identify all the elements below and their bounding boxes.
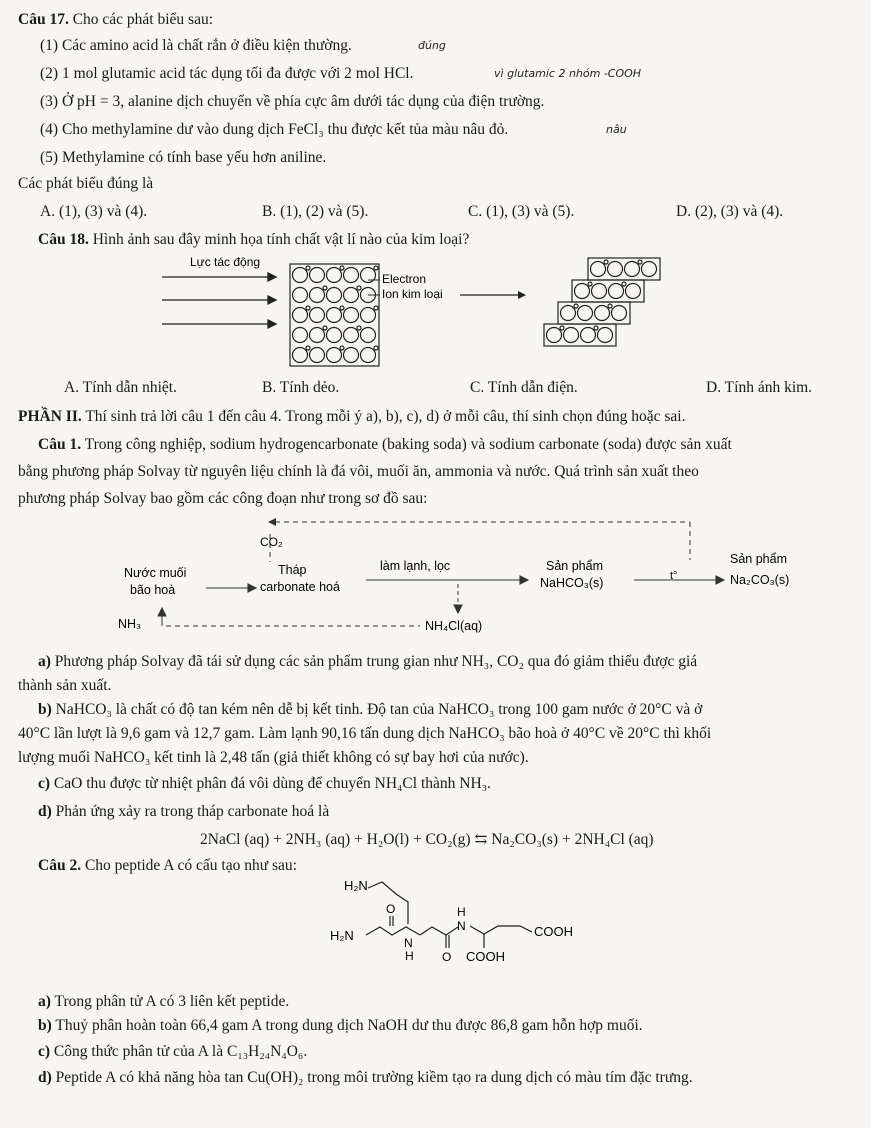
metal-ion-circle xyxy=(575,284,590,299)
q18-title: Câu 18. xyxy=(38,231,89,248)
nitrogen-1: N xyxy=(404,936,413,950)
nh3-label: NH₃ xyxy=(118,617,142,631)
q17-heading xyxy=(18,10,213,29)
metal-ion-circle xyxy=(293,288,308,303)
brine-to-tower-arrow xyxy=(206,584,256,592)
electron-dot xyxy=(340,346,344,350)
c1-d-label: d) xyxy=(38,803,52,820)
q17-prompt: Cho các phát biểu sau: xyxy=(72,11,214,28)
oxygen-bottom: O xyxy=(442,950,452,964)
q17-statement-5: (5) Methylamine có tính base yếu hơn aniline. xyxy=(40,149,327,166)
metal-ion-circle xyxy=(625,262,640,277)
c2-title: Câu 2. xyxy=(38,857,82,874)
electron-dot xyxy=(560,326,564,330)
electron-dot xyxy=(323,326,327,330)
c1-b-label: b) xyxy=(38,701,52,718)
metal-ion-circle xyxy=(361,328,376,343)
metal-ion-circle xyxy=(626,284,641,299)
q17-option-c[interactable]: C. (1), (3) và (5). xyxy=(468,203,575,220)
tower-to-nahco3-arrow xyxy=(366,576,528,584)
metal-lattice-after xyxy=(544,258,660,346)
electron-dot xyxy=(357,326,361,330)
q17-option-a[interactable]: A. (1), (3) và (4). xyxy=(40,203,148,220)
brine-label-2: bão hoà xyxy=(130,583,176,597)
metal-ion-circle xyxy=(344,288,359,303)
cooh-bottom: COOH xyxy=(466,949,505,964)
q18-prompt: Hình ảnh sau đây minh họa tính chất vật lí nào của kim loại? xyxy=(92,231,470,248)
c2-a-text: Trong phân tử A có 3 liên kết peptide. xyxy=(54,993,290,1010)
q17-option-b[interactable]: B. (1), (2) và (5). xyxy=(262,203,369,220)
electron-dot xyxy=(374,346,378,350)
product1-label-1: Sản phẩm xyxy=(546,559,603,573)
metal-ion-circle xyxy=(310,328,325,343)
brine-label-1: Nước muối xyxy=(124,566,187,580)
electron-dot xyxy=(306,266,310,270)
c1-c-text: CaO thu được từ nhiệt phân đá vôi dùng để chuyển NH₄Cl thành NH₃. xyxy=(53,775,491,792)
product2-label-2: Na₂CO₃(s) xyxy=(730,573,790,587)
c1-item-d[interactable] xyxy=(38,802,329,821)
metal-ion-circle xyxy=(327,308,342,323)
electron-dot xyxy=(340,266,344,270)
metal-ion-circle xyxy=(564,328,579,343)
metal-ion-circle xyxy=(595,306,610,321)
product2-label-1: Sản phẩm xyxy=(730,552,787,566)
cooh-right: COOH xyxy=(534,924,573,939)
q17-handnote-1: đúng xyxy=(418,39,446,52)
electron-dot xyxy=(306,306,310,310)
electron-dot xyxy=(588,282,592,286)
metal-ion-circle xyxy=(327,288,342,303)
c2-c-text: Công thức phân tử của A là C₁₃H₂₄N₄O₆. xyxy=(53,1043,308,1060)
hydrogen-2: H xyxy=(457,905,466,919)
metal-ion-circle xyxy=(591,262,606,277)
q17-statement-1: (1) Các amino acid là chất rắn ở điều kiện thường. xyxy=(40,37,352,54)
tower-label-2: carbonate hoá xyxy=(260,580,340,594)
c2-item-c[interactable] xyxy=(38,1042,307,1061)
q17-option-d[interactable]: D. (2), (3) và (4). xyxy=(676,203,784,220)
co2-arrowhead xyxy=(268,518,276,526)
electron-dot xyxy=(340,306,344,310)
electron-dot xyxy=(323,286,327,290)
c2-c-label: c) xyxy=(38,1043,51,1060)
metal-ion-circle xyxy=(310,308,325,323)
q17-statement-4: (4) Cho methylamine dư vào dung dịch FeCl₃ thu được kết tủa màu nâu đỏ. xyxy=(40,121,509,138)
electron-dot xyxy=(604,260,608,264)
electron-dot xyxy=(594,326,598,330)
part2-heading xyxy=(18,407,685,426)
force-label: Lực tác động xyxy=(190,255,261,269)
electron-dot xyxy=(622,282,626,286)
metal-ion-circle xyxy=(642,262,657,277)
c1-text-1: Trong công nghiệp, sodium hydrogencarbonate (baking soda) và sodium carbonate (soda) được sản xuất xyxy=(84,436,732,453)
h2n-top: H₂N xyxy=(344,878,368,893)
c1-equation: 2NaCl (aq) + 2NH₃ (aq) + H₂O(l) + CO₂(g) ⇆ Na₂CO₃(s) + 2NH₄Cl (aq) xyxy=(200,831,654,848)
metal-ion-circle xyxy=(598,328,613,343)
q18-option-d[interactable]: D. Tính ánh kim. xyxy=(706,379,813,396)
c1-item-c[interactable] xyxy=(38,774,491,793)
metal-ion-circle xyxy=(361,348,376,363)
metal-ion-circle xyxy=(310,268,325,283)
metal-ion-circle xyxy=(361,308,376,323)
c2-item-b[interactable] xyxy=(38,1016,643,1035)
c1-b-text-1: NaHCO₃ là chất có độ tan kém nên dễ bị kết tinh. Độ tan của NaHCO₃ trong 100 gam nước ở 20°C và ở xyxy=(55,701,703,718)
metal-ion-circle xyxy=(327,268,342,283)
c2-d-label: d) xyxy=(38,1069,52,1086)
c1-a-text-1: Phương pháp Solvay đã tái sử dụng các sản phẩm trung gian như NH₃, CO₂ qua đó giảm thiểu được giá xyxy=(54,653,698,670)
co2-recycle-line xyxy=(270,522,690,562)
metal-ion-circle xyxy=(608,262,623,277)
electron-dot xyxy=(638,260,642,264)
q17-handnote-2: vì glutamic 2 nhóm -COOH xyxy=(494,67,642,80)
metal-ion-circle xyxy=(612,306,627,321)
c1-item-a[interactable] xyxy=(38,652,697,671)
tower-label-1: Tháp xyxy=(278,563,307,577)
q18-option-b[interactable]: B. Tính dẻo. xyxy=(262,379,340,396)
c2-b-label: b) xyxy=(38,1017,52,1034)
force-arrows xyxy=(162,273,276,328)
metal-ion-circle xyxy=(578,306,593,321)
q18-heading xyxy=(38,230,469,249)
c2-b-text: Thuỷ phân hoàn toàn 66,4 gam A trong dung dịch NaOH dư thu được 86,8 gam hỗn hợp muối. xyxy=(55,1017,643,1034)
metal-ion-circle xyxy=(293,328,308,343)
c2-item-a[interactable] xyxy=(38,992,289,1011)
co2-label: CO₂ xyxy=(260,535,283,549)
electron-label: Electron xyxy=(382,272,427,286)
metal-ion-circle xyxy=(344,348,359,363)
peptide-structure xyxy=(320,868,620,980)
q17-handnote-3: nâu xyxy=(606,123,627,136)
c2-item-d[interactable] xyxy=(38,1068,693,1087)
metal-ion-circle xyxy=(327,348,342,363)
ion-label: Ion kim loại xyxy=(382,287,443,301)
metal-ion-circle xyxy=(609,284,624,299)
hydrogen-1: H xyxy=(405,949,414,963)
metal-ion-circle xyxy=(592,284,607,299)
metal-ion-circle xyxy=(344,308,359,323)
electron-dot xyxy=(608,304,612,308)
product1-label-2: NaHCO₃(s) xyxy=(540,576,604,590)
h2n-left: H₂N xyxy=(330,928,354,943)
nitrogen-2: N xyxy=(457,919,466,933)
c1-b-text-2: 40°C lần lượt là 9,6 gam và 12,7 gam. Làm lạnh 90,16 tấn dung dịch NaHCO₃ bão hoà ở 40°C về 20°C thì khối xyxy=(18,725,712,742)
nh3-recycle-line xyxy=(158,608,420,626)
electron-dot xyxy=(374,306,378,310)
c2-a-label: a) xyxy=(38,993,51,1010)
metal-ion-circle xyxy=(293,308,308,323)
q18-option-c[interactable]: C. Tính dẫn điện. xyxy=(470,379,578,396)
c1-line-1 xyxy=(38,435,732,454)
metal-ion-circle xyxy=(344,268,359,283)
c2-prompt: Cho peptide A có cấu tạo như sau: xyxy=(84,857,297,874)
c2-d-text: Peptide A có khả năng hòa tan Cu(OH)₂ trong môi trường kiềm tạo ra dung dịch có màu tím đặc trưng. xyxy=(55,1069,693,1086)
c1-item-b[interactable] xyxy=(38,700,702,719)
c1-text-3: phương pháp Solvay bao gồm các công đoạn như trong sơ đồ sau: xyxy=(18,490,428,507)
filter-down-line xyxy=(454,584,462,613)
c1-c-label: c) xyxy=(38,775,51,792)
metal-ion-circle xyxy=(581,328,596,343)
transition-arrow xyxy=(460,291,526,299)
electron-dot xyxy=(574,304,578,308)
part2-intro: Thí sinh trả lời câu 1 đến câu 4. Trong mỗi ý a), b), c), d) ở mỗi câu, thí sinh chọn đúng hoặc sai. xyxy=(85,408,686,425)
q17-statement-3: (3) Ở pH = 3, alanine dịch chuyển về phía cực âm dưới tác dụng của điện trường. xyxy=(40,93,545,110)
metal-ion-circle xyxy=(547,328,562,343)
c1-a-text-2: thành sản xuất. xyxy=(18,677,112,694)
electron-dot xyxy=(306,346,310,350)
metal-ion-circle xyxy=(310,288,325,303)
q17-statement-2: (2) 1 mol glutamic acid tác dụng tối đa được với 2 mol HCl. xyxy=(40,65,414,82)
c2-heading xyxy=(38,856,297,875)
solvay-diagram xyxy=(110,512,830,634)
c1-title: Câu 1. xyxy=(38,436,82,453)
metal-ion-circle xyxy=(561,306,576,321)
heat-arrow xyxy=(634,576,724,584)
part2-title: PHẦN II. xyxy=(18,408,82,425)
metal-ion-circle xyxy=(344,328,359,343)
oxygen-top: O xyxy=(386,902,396,916)
metal-deformation-figure xyxy=(140,250,700,370)
heat-label: t° xyxy=(670,570,678,582)
c1-a-label: a) xyxy=(38,653,51,670)
metal-lattice-before xyxy=(290,264,379,366)
electron-dot xyxy=(357,286,361,290)
metal-ion-circle xyxy=(310,348,325,363)
c1-text-2: bằng phương pháp Solvay từ nguyên liệu chính là đá vôi, muối ăn, ammonia và nước. Quá trình sản xuất theo xyxy=(18,463,699,480)
c1-b-text-3: lượng muối NaHCO₃ kết tinh là 2,48 tấn (giả thiết không có sự bay hơi của nước). xyxy=(18,749,529,766)
c1-d-text: Phản ứng xảy ra trong tháp carbonate hoá là xyxy=(55,803,330,820)
electron-dot xyxy=(374,266,378,270)
cool-filter-label: làm lạnh, lọc xyxy=(380,559,451,573)
q17-title: Câu 17. xyxy=(18,11,69,28)
q18-option-a[interactable]: A. Tính dẫn nhiệt. xyxy=(64,379,177,396)
nh4cl-label: NH₄Cl(aq) xyxy=(425,619,483,633)
metal-ion-circle xyxy=(327,328,342,343)
lattice-row-outline xyxy=(290,264,379,366)
metal-ion-circle xyxy=(293,268,308,283)
q17-question: Các phát biểu đúng là xyxy=(18,175,154,192)
metal-ion-circle xyxy=(293,348,308,363)
